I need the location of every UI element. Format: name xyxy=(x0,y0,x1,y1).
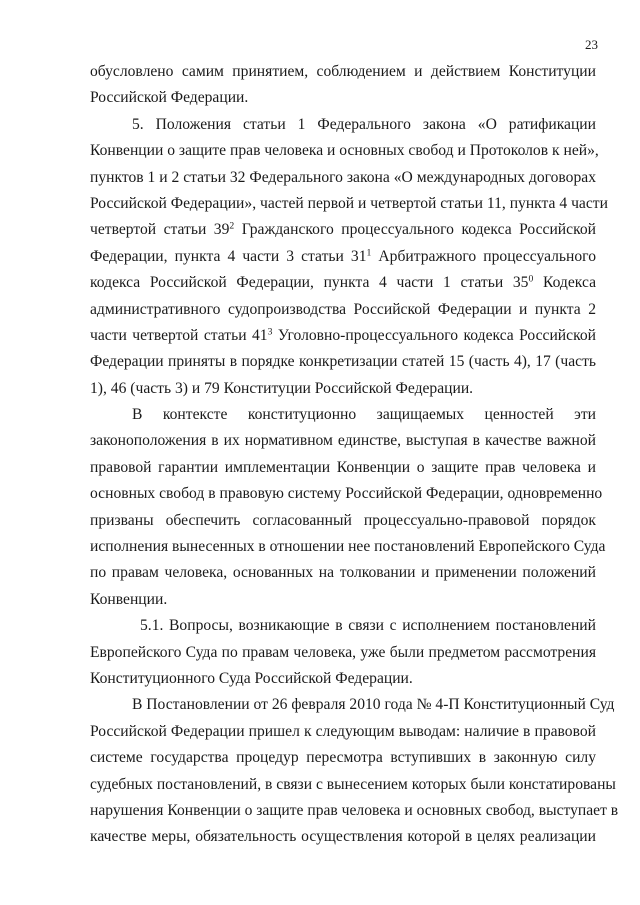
text-run: Конвенции. xyxy=(90,590,168,608)
text-line xyxy=(90,112,596,138)
text-run: исполнения вынесенных в отношении нее постановлений Европейского Суда xyxy=(90,538,606,556)
superscript: 3 xyxy=(267,326,273,338)
text-run: В контексте конституционно защищаемых ценностей эти xyxy=(132,406,596,424)
text-run: Российской Федерации. xyxy=(90,89,249,107)
text-line xyxy=(90,613,596,639)
text-line xyxy=(90,428,596,454)
text-run: Российской Федерации пришел к следующим выводам: наличие в правовой xyxy=(90,722,596,740)
superscript: 2 xyxy=(229,221,235,233)
text-line xyxy=(90,455,596,481)
paragraph xyxy=(90,59,596,112)
paragraph xyxy=(90,402,606,613)
text-run: Арбитражного процессуального xyxy=(371,247,596,265)
text-line xyxy=(90,85,596,111)
text-run: по правам человека, основанных на толковании и применении положений xyxy=(90,564,596,582)
text-line xyxy=(90,798,619,824)
text-run: пунктов 1 и 2 статьи 32 Федерального закона «О международных договорах xyxy=(90,168,596,186)
text-run: Уголовно-процессуального кодекса Российской xyxy=(272,326,596,344)
text-line xyxy=(90,745,596,771)
text-line xyxy=(90,481,603,507)
text-line xyxy=(90,349,596,375)
text-run: кодекса Российской Федерации, пункта 4 части 1 статьи 35 xyxy=(90,274,529,292)
text-run: Гражданского процессуального кодекса Российской xyxy=(234,221,596,239)
text-run: Российской Федерации», частей первой и четвертой статьи 11, пункта 4 части xyxy=(90,194,608,212)
text-line xyxy=(90,191,608,217)
text-line xyxy=(90,692,615,718)
text-run: правовой гарантии имплементации Конвенции о защите прав человека и xyxy=(90,458,596,476)
text-line xyxy=(90,59,596,85)
text-line xyxy=(90,508,596,534)
text-line xyxy=(90,772,616,798)
text-run: Кодекса xyxy=(533,274,596,292)
text-run: части четвертой статьи 41 xyxy=(90,326,268,344)
paragraph xyxy=(90,613,596,692)
text-line xyxy=(90,138,599,164)
text-line xyxy=(90,640,596,666)
text-line xyxy=(90,824,596,850)
text-run: судебных постановлений, в связи с вынесением которых были констатированы xyxy=(90,775,616,793)
text-run: системе государства процедур пересмотра вступивших в законную силу xyxy=(90,749,596,767)
text-line xyxy=(90,560,596,586)
text-line xyxy=(90,217,596,243)
paragraph xyxy=(90,692,619,850)
text-run: обусловлено самим принятием, соблюдением и действием Конституции xyxy=(90,63,596,80)
text-line xyxy=(90,666,596,692)
text-line xyxy=(90,323,596,349)
text-line xyxy=(90,402,596,428)
text-run: четвертой статьи 39 xyxy=(90,221,230,239)
text-run: В Постановлении от 26 февраля 2010 года № 4-П Конституционный Суд xyxy=(132,696,615,714)
text-run: призваны обеспечить согласованный процессуально-правовой порядок xyxy=(90,511,596,529)
text-run: нарушения Конвенции о защите прав человека и основных свобод, выступает в xyxy=(90,801,619,819)
document-body xyxy=(90,59,619,851)
text-run: 5.1. Вопросы, возникающие в связи с исполнением постановлений xyxy=(140,617,596,635)
text-line xyxy=(90,297,596,323)
superscript: 1 xyxy=(366,247,372,259)
text-run: законоположения в их нормативном единстве, выступая в качестве важной xyxy=(90,432,596,450)
text-line xyxy=(90,376,596,402)
superscript: 0 xyxy=(528,273,534,285)
text-run: Федерации приняты в порядке конкретизации статей 15 (часть 4), 17 (часть xyxy=(90,353,596,371)
text-line xyxy=(90,244,596,270)
text-run: Европейского Суда по правам человека, уже были предметом рассмотрения xyxy=(90,643,596,661)
text-run: 5. Положения статьи 1 Федерального закона «О ратификации xyxy=(132,115,596,133)
text-run: Конвенции о защите прав человека и основных свобод и Протоколов к ней», xyxy=(90,142,599,160)
text-line xyxy=(90,719,596,745)
text-run: Конституционного Суда Российской Федерации. xyxy=(90,669,413,687)
page-number: 23 xyxy=(585,37,598,52)
text-line xyxy=(90,165,596,191)
text-line xyxy=(90,587,596,613)
text-run: административного судопроизводства Российской Федерации и пункта 2 xyxy=(90,300,596,318)
text-run: качестве меры, обязательность осуществления которой в целях реализации xyxy=(90,828,596,846)
text-run: основных свобод в правовую систему Российской Федерации, одновременно xyxy=(90,485,603,503)
text-run: Федерации, пункта 4 части 3 статьи 31 xyxy=(90,247,367,265)
paragraph xyxy=(90,112,608,402)
text-line xyxy=(90,534,606,560)
text-run: 1), 46 (часть 3) и 79 Конституции Российской Федерации. xyxy=(90,379,474,397)
text-line xyxy=(90,270,596,296)
